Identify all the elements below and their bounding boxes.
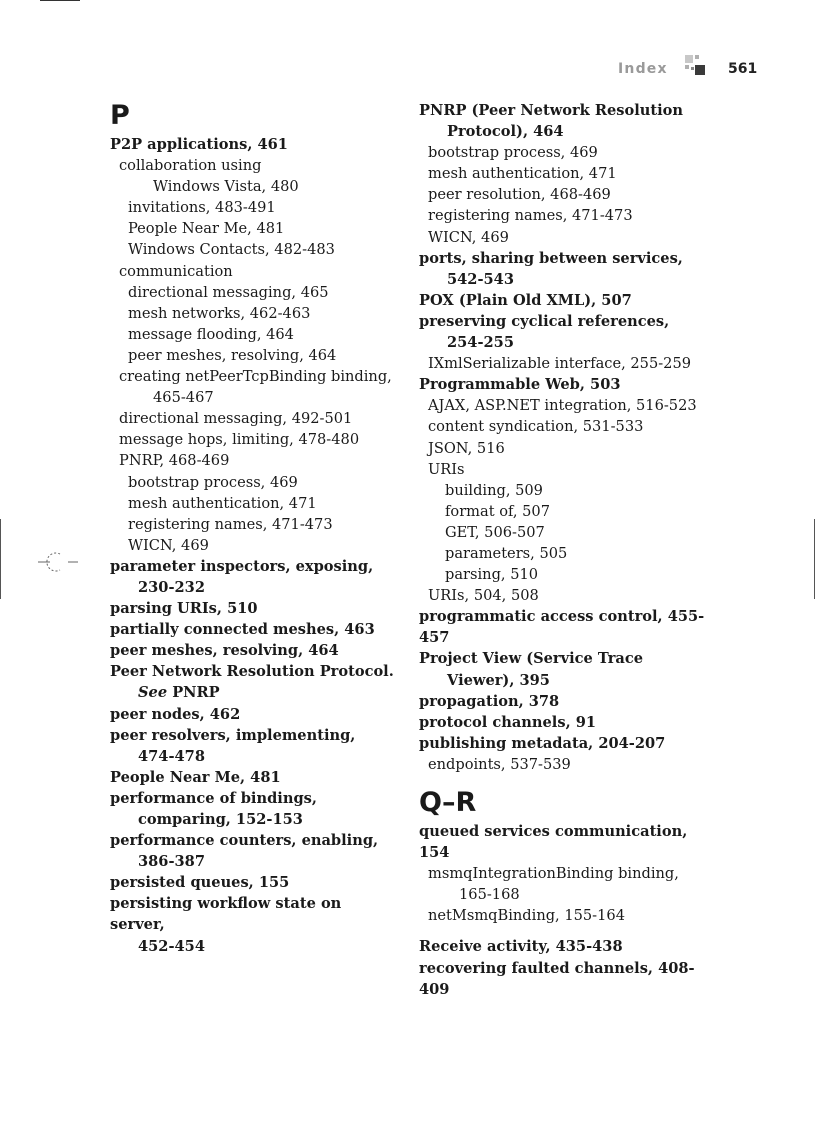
index-entry bbox=[419, 311, 719, 332]
index-entry bbox=[419, 142, 719, 163]
index-entry-text: peer meshes, resolving, 464 bbox=[110, 642, 339, 660]
index-entry-text: IXmlSerializable interface, 255-259 bbox=[428, 355, 692, 373]
index-entry bbox=[419, 712, 719, 733]
index-entry bbox=[419, 522, 719, 543]
index-entry-text: Programmable Web, 503 bbox=[419, 376, 621, 394]
index-entry bbox=[419, 332, 719, 353]
index-entry bbox=[110, 640, 400, 661]
index-entry bbox=[110, 366, 400, 387]
index-entry bbox=[110, 788, 400, 809]
index-entry bbox=[110, 493, 400, 514]
index-entry bbox=[419, 884, 719, 905]
top-rule bbox=[40, 0, 80, 1]
index-entry bbox=[419, 248, 719, 269]
running-head bbox=[580, 60, 780, 80]
index-entry-text: content syndication, 531-533 bbox=[428, 418, 644, 436]
index-entry bbox=[110, 746, 400, 767]
index-entry-text: URIs bbox=[428, 460, 465, 478]
index-entry-text: preserving cyclical references, bbox=[419, 312, 670, 330]
index-entry bbox=[110, 767, 400, 788]
index-entry-text: Protocol), 464 bbox=[447, 123, 564, 141]
index-entry bbox=[419, 100, 719, 121]
index-entry-text: People Near Me, 481 bbox=[128, 220, 285, 238]
index-entry bbox=[419, 754, 719, 775]
index-entry bbox=[419, 184, 719, 205]
index-entry bbox=[419, 121, 719, 142]
index-entry-text: peer resolvers, implementing, bbox=[110, 726, 356, 744]
index-entry bbox=[110, 830, 400, 851]
index-entry bbox=[110, 282, 400, 303]
index-entry bbox=[419, 648, 719, 669]
page-number: 561 bbox=[728, 61, 758, 77]
index-entry-text: publishing metadata, 204-207 bbox=[419, 734, 666, 752]
index-entry bbox=[110, 239, 400, 260]
index-entry bbox=[419, 480, 719, 501]
index-entry bbox=[110, 535, 400, 556]
index-entry bbox=[110, 514, 400, 535]
index-entry-text: bootstrap process, 469 bbox=[428, 144, 598, 162]
index-entry-text: Viewer), 395 bbox=[447, 671, 550, 689]
index-entry bbox=[110, 872, 400, 893]
index-entry-text: queued services communication, 154 bbox=[419, 823, 688, 862]
index-entry-text: 452-454 bbox=[138, 937, 205, 955]
index-entry-text: endpoints, 537-539 bbox=[428, 755, 571, 773]
index-entry bbox=[419, 501, 719, 522]
index-entry-text: comparing, 152-153 bbox=[138, 811, 303, 828]
index-entry-text: Project View (Service Trace bbox=[419, 650, 644, 668]
index-entry-text: PNRP, 468-469 bbox=[119, 452, 230, 470]
index-entry-text: 230-232 bbox=[138, 578, 205, 596]
index-entry-text: PNRP bbox=[167, 684, 220, 702]
index-entry-text: 165-168 bbox=[459, 886, 520, 904]
index-entry bbox=[419, 269, 719, 290]
index-entry bbox=[419, 290, 719, 311]
index-entry bbox=[419, 585, 719, 606]
index-entry-text: protocol channels, 91 bbox=[419, 713, 597, 731]
index-entry bbox=[110, 472, 400, 493]
right-entry-list-a bbox=[419, 100, 719, 775]
index-entry bbox=[110, 345, 400, 366]
index-entry-text: parameters, 505 bbox=[445, 544, 568, 562]
index-entry bbox=[419, 606, 719, 648]
index-entry-text: propagation, 378 bbox=[419, 692, 560, 710]
index-entry-text: URIs, 504, 508 bbox=[428, 587, 539, 605]
index-entry bbox=[419, 733, 719, 754]
index-entry-text: mesh networks, 462-463 bbox=[128, 304, 311, 322]
index-entry-text: parameter inspectors, exposing, bbox=[110, 557, 374, 575]
index-entry-text: 542-543 bbox=[447, 270, 514, 288]
index-entry-text: performance counters, enabling, bbox=[110, 832, 379, 850]
index-entry-text: communication bbox=[119, 262, 233, 280]
index-entry-text: creating netPeerTcpBinding binding, bbox=[119, 368, 392, 386]
index-entry bbox=[419, 227, 719, 248]
index-entry-text: invitations, 483-491 bbox=[128, 199, 276, 217]
index-entry-text: bootstrap process, 469 bbox=[128, 473, 298, 491]
index-entry bbox=[110, 197, 400, 218]
index-entry-text: mesh authentication, 471 bbox=[128, 494, 317, 512]
index-entry bbox=[110, 851, 400, 872]
index-entry bbox=[419, 905, 719, 926]
index-entry-text: Windows Contacts, 482-483 bbox=[128, 241, 335, 259]
index-entry-text: PNRP (Peer Network Resolution bbox=[419, 102, 684, 119]
index-entry-text: Windows Vista, 480 bbox=[153, 178, 299, 196]
index-entry-text: GET, 506-507 bbox=[445, 523, 545, 541]
index-entry bbox=[110, 408, 400, 429]
index-entry bbox=[419, 374, 719, 395]
index-entry-text: registering names, 471-473 bbox=[128, 515, 333, 533]
index-entry bbox=[110, 450, 400, 471]
index-entry-text: POX (Plain Old XML), 507 bbox=[419, 291, 632, 309]
index-entry-text: performance of bindings, bbox=[110, 789, 317, 807]
index-entry bbox=[110, 556, 400, 577]
index-entry bbox=[419, 353, 719, 374]
index-entry bbox=[110, 619, 400, 640]
index-entry bbox=[110, 176, 400, 197]
index-entry bbox=[419, 543, 719, 564]
index-entry bbox=[110, 682, 400, 703]
index-entry bbox=[110, 324, 400, 345]
index-entry-text: directional messaging, 492-501 bbox=[119, 410, 353, 428]
index-entry bbox=[419, 459, 719, 480]
index-entry-text: msmqIntegrationBinding binding, bbox=[428, 865, 679, 883]
index-entry-text: persisting workflow state on server, bbox=[110, 895, 342, 934]
right-entry-list-c bbox=[419, 936, 719, 999]
index-mark-icon bbox=[684, 54, 706, 76]
index-entry-text: 386-387 bbox=[138, 853, 205, 871]
index-entry-text: 474-478 bbox=[138, 747, 205, 765]
index-entry bbox=[419, 670, 719, 691]
index-entry-text: peer nodes, 462 bbox=[110, 705, 241, 723]
index-entry bbox=[110, 155, 400, 176]
index-entry bbox=[110, 704, 400, 725]
index-entry-text: P2P applications, 461 bbox=[110, 136, 288, 153]
index-entry-text: registering names, 471-473 bbox=[428, 207, 633, 225]
index-entry bbox=[419, 438, 719, 459]
index-entry bbox=[419, 691, 719, 712]
index-entry bbox=[110, 429, 400, 450]
index-entry-text: directional messaging, 465 bbox=[128, 283, 329, 301]
index-entry-text: collaboration using bbox=[119, 157, 262, 175]
index-entry-text: message hops, limiting, 478-480 bbox=[119, 431, 360, 449]
index-entry-text: 465-467 bbox=[153, 389, 214, 407]
index-entry bbox=[110, 218, 400, 239]
right-entry-list-b bbox=[419, 821, 719, 926]
index-entry-text: recovering faulted channels, 408-409 bbox=[419, 959, 695, 998]
index-entry bbox=[419, 958, 719, 1000]
index-entry-text: netMsmqBinding, 155-164 bbox=[428, 907, 625, 925]
index-entry bbox=[419, 163, 719, 184]
section-gap bbox=[419, 926, 719, 936]
margin-line-right bbox=[814, 519, 815, 599]
see-reference: See bbox=[138, 684, 168, 702]
index-entry-text: building, 509 bbox=[445, 481, 543, 499]
index-entry-text: parsing URIs, 510 bbox=[110, 600, 258, 618]
index-entry bbox=[110, 936, 400, 957]
letter-heading-q-r: Q–R bbox=[419, 787, 477, 818]
index-entry bbox=[110, 893, 400, 935]
index-entry bbox=[419, 205, 719, 226]
index-entry-text: WICN, 469 bbox=[128, 536, 209, 554]
index-entry bbox=[110, 261, 400, 282]
index-entry bbox=[110, 303, 400, 324]
index-entry bbox=[419, 564, 719, 585]
index-entry-text: format of, 507 bbox=[445, 502, 551, 520]
index-entry-text: ports, sharing between services, bbox=[419, 249, 683, 267]
index-entry bbox=[419, 863, 719, 884]
index-entry bbox=[110, 577, 400, 598]
index-entry bbox=[110, 809, 400, 830]
index-entry bbox=[110, 725, 400, 746]
index-entry-text: JSON, 516 bbox=[428, 439, 505, 457]
index-entry-text: Peer Network Resolution Protocol. bbox=[110, 663, 394, 681]
margin-line-left bbox=[0, 519, 1, 599]
index-entry-text: peer meshes, resolving, 464 bbox=[128, 346, 337, 364]
index-entry-text: mesh authentication, 471 bbox=[428, 165, 617, 183]
index-entry bbox=[110, 661, 400, 682]
left-entry-list bbox=[110, 134, 400, 957]
index-entry-text: People Near Me, 481 bbox=[110, 768, 281, 786]
section-title: Index bbox=[618, 61, 668, 77]
index-entry bbox=[419, 936, 719, 957]
index-entry bbox=[419, 416, 719, 437]
index-entry-text: message flooding, 464 bbox=[128, 325, 294, 343]
index-column-left bbox=[110, 100, 400, 957]
index-entry-text: persisted queues, 155 bbox=[110, 874, 290, 892]
index-entry-text: programmatic access control, 455-457 bbox=[419, 608, 705, 647]
index-entry bbox=[419, 821, 719, 863]
index-entry-text: 254-255 bbox=[447, 334, 514, 352]
index-entry-text: WICN, 469 bbox=[428, 228, 509, 246]
index-entry-text: peer resolution, 468-469 bbox=[428, 186, 611, 204]
index-entry bbox=[110, 387, 400, 408]
index-entry bbox=[110, 598, 400, 619]
index-entry-text: AJAX, ASP.NET integration, 516-523 bbox=[428, 397, 697, 415]
index-entry bbox=[419, 395, 719, 416]
registration-mark-icon bbox=[38, 550, 78, 574]
index-entry-text: Receive activity, 435-438 bbox=[419, 938, 623, 956]
index-column-right bbox=[419, 100, 719, 1000]
index-entry-text: partially connected meshes, 463 bbox=[110, 621, 375, 639]
index-entry-text: parsing, 510 bbox=[445, 566, 539, 584]
index-entry bbox=[110, 134, 400, 155]
letter-heading-p: P bbox=[110, 100, 130, 131]
